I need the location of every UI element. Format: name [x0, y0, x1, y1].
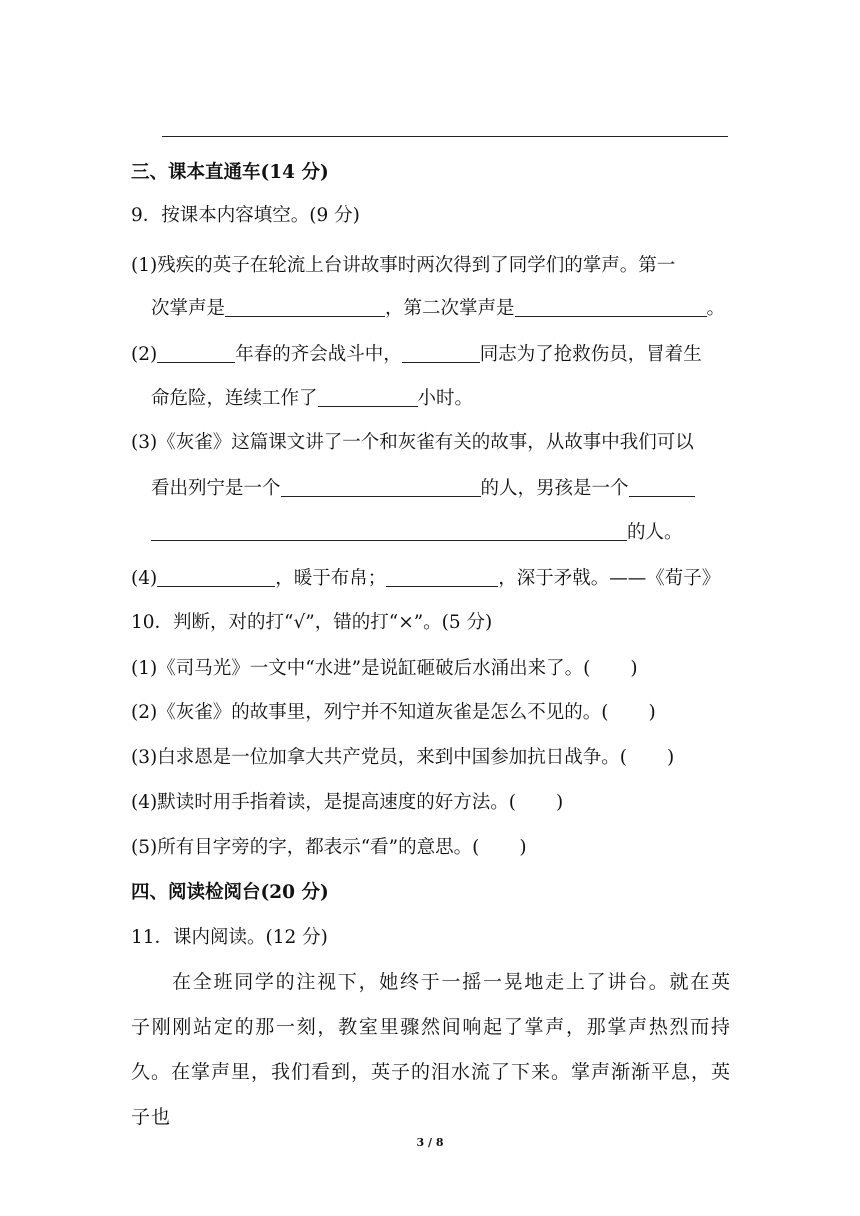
q9-part1-text-c: 。 — [706, 298, 726, 319]
page-number: 3 / 8 — [416, 1136, 444, 1149]
q10-item-text: (3)白求恩是一位加拿大共产党员，来到中国参加抗日战争。( — [131, 747, 627, 768]
answer-blank[interactable] — [151, 523, 627, 541]
q10-item-5 — [131, 839, 527, 858]
answer-blank[interactable] — [157, 569, 275, 587]
question-9-title: 9．按课本内容填空。(9 分) — [131, 205, 360, 226]
q9-part2-text-d: 命危险，连续工作了 — [151, 388, 318, 409]
answer-blank[interactable] — [402, 345, 480, 363]
question-10-title: 10．判断，对的打“√”，错的打“×”。(5 分) — [131, 612, 493, 633]
question-11-title: 11．课内阅读。(12 分) — [131, 927, 328, 948]
q9-part2-text-c: 同志为了抢救伤员，冒着生 — [479, 344, 702, 365]
answer-blank[interactable] — [386, 569, 498, 587]
answer-line — [162, 136, 728, 137]
q9-part2-text-b: 年春的齐会战斗中， — [235, 344, 402, 365]
q10-item-text: (5)所有目字旁的字，都表示“看”的意思。( — [131, 837, 480, 858]
section-4-heading: 四、阅读检阅台(20 分) — [131, 882, 329, 903]
q9-part2-text-e: 小时。 — [417, 388, 474, 409]
q9-part2-text-a: (2) — [131, 344, 158, 365]
q9-part4 — [131, 569, 720, 589]
q10-item-4 — [131, 794, 563, 813]
answer-blank[interactable] — [318, 389, 418, 407]
q9-part4-text-b: ，暖于布帛； — [275, 568, 387, 589]
q9-part4-text-c: ，深于矛戟。——《荀子》 — [498, 568, 721, 589]
q10-item-text: (2)《灰雀》的故事里，列宁并不知道灰雀是怎么不见的。( — [131, 702, 609, 723]
q10-item-close: ) — [555, 792, 564, 813]
q9-part3-line1: (3)《灰雀》这篇课文讲了一个和灰雀有关的故事，从故事中我们可以 — [131, 432, 694, 453]
q9-part4-text-a: (4) — [131, 568, 158, 589]
section-3-heading: 三、课本直通车(14 分) — [131, 162, 329, 183]
q9-part1-line1: (1)残疾的英子在轮流上台讲故事时两次得到了同学们的掌声。第一 — [131, 255, 676, 276]
q9-part1-text-a: 次掌声是 — [151, 298, 226, 319]
answer-blank[interactable] — [225, 299, 385, 317]
q10-item-close: ) — [648, 702, 656, 723]
q10-item-text: (1)《司马光》一文中“水进”是说缸砸破后水涌出来了。( — [131, 658, 591, 679]
q9-part2-line2 — [151, 389, 473, 409]
q9-part3-text-c: 的人。 — [627, 522, 683, 543]
q10-item-1 — [131, 660, 638, 679]
q10-item-close: ) — [666, 747, 675, 768]
answer-blank[interactable] — [629, 479, 695, 497]
q9-part3-line3 — [151, 523, 683, 543]
q9-part3-text-b: 的人，男孩是一个 — [480, 478, 629, 499]
q9-part2-line1 — [131, 345, 702, 365]
answer-blank[interactable] — [515, 299, 707, 317]
q10-item-close: ) — [630, 658, 638, 679]
q10-item-3 — [131, 749, 674, 768]
q10-item-close: ) — [519, 837, 527, 858]
reading-passage: 在全班同学的注视下，她终于一摇一晃地走上了讲台。就在英子刚刚站定的那一刻，教室里骤然间响起了掌声，那掌声热烈而持久。在掌声里，我们看到，英子的泪水流了下来。掌声渐渐平息，英子也 — [131, 971, 732, 1128]
q9-part3-text-a: 看出列宁是一个 — [151, 478, 281, 499]
q10-item-2 — [131, 704, 656, 723]
q10-item-text: (4)默读时用手指着读，是提高速度的好方法。( — [131, 792, 516, 813]
q9-part1-line2 — [151, 299, 725, 319]
answer-blank[interactable] — [281, 479, 481, 497]
q9-part3-line2 — [151, 479, 695, 499]
answer-blank[interactable] — [157, 345, 235, 363]
q9-part1-text-b: ，第二次掌声是 — [385, 298, 515, 319]
